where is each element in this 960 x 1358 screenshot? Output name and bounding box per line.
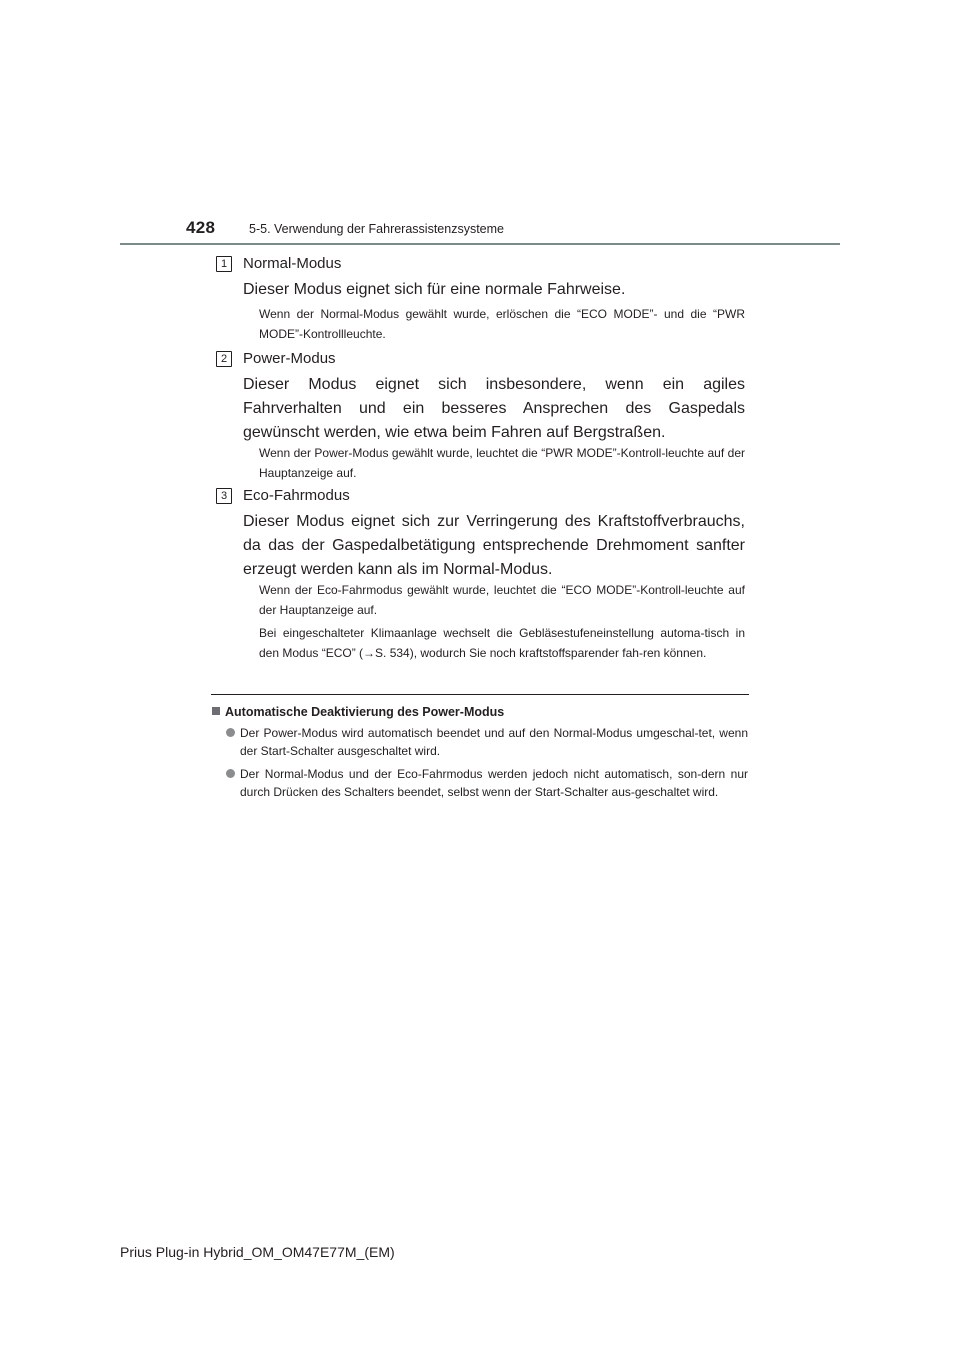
- item-badge-2: 2: [216, 351, 232, 367]
- list-item: [226, 765, 748, 801]
- info-section-heading: [212, 705, 504, 719]
- item-note-power: Wenn der Power-Modus gewählt wurde, leuchtet die “PWR MODE”-Kontroll-leuchte auf der Hauptanzeige auf.: [259, 446, 745, 480]
- list-item-text: Der Power-Modus wird automatisch beendet und auf den Normal-Modus umgeschal-tet, wenn der Start-Schalter ausgeschaltet wird.: [240, 726, 748, 758]
- item-body-power: Dieser Modus eignet sich insbesondere, wenn ein agiles Fahrverhalten und ein besseres Ansprechen des Gaspedals gewünscht werden, wie etwa beim Fahren auf Bergstraßen.: [243, 376, 745, 441]
- item-note-eco-1: Wenn der Eco-Fahrmodus gewählt wurde, leuchtet die “ECO MODE”-Kontroll-leuchte auf der Hauptanzeige auf.: [259, 583, 745, 617]
- item-title-power: Power-Modus: [243, 350, 336, 367]
- info-section-heading-text: Automatische Deaktivierung des Power-Modus: [225, 705, 505, 719]
- circle-bullet-icon: [226, 728, 235, 737]
- header-rule: [120, 243, 840, 245]
- breadcrumb: 5-5. Verwendung der Fahrerassistenzsysteme: [249, 222, 504, 236]
- footer-model: Prius Plug-in Hybrid_OM_OM47E77M_(EM): [120, 1244, 395, 1260]
- item-badge-3: 3: [216, 488, 232, 504]
- item-body-eco: Dieser Modus eignet sich zur Verringerung des Kraftstoffverbrauchs, da das der Gaspedalbetätigung entsprechende Drehmoment sanfter erzeugt werden kann als im Normal-Modus.: [243, 513, 745, 578]
- list-item-text: Der Normal-Modus und der Eco-Fahrmodus werden jedoch nicht automatisch, son-dern nur durch Drücken des Schalters beendet, selbst wenn der Start-Schalter aus-geschaltet wird.: [240, 767, 748, 799]
- item-body-normal: Dieser Modus eignet sich für eine normale Fahrweise.: [243, 281, 626, 298]
- item-title-eco: Eco-Fahrmodus: [243, 487, 350, 504]
- section-rule: [211, 694, 749, 695]
- item-note-normal: Wenn der Normal-Modus gewählt wurde, erlöschen die “ECO MODE”- und die “PWR MODE”-Kontrollleuchte.: [259, 307, 745, 341]
- list-item: [226, 724, 748, 760]
- item-title-normal: Normal-Modus: [243, 255, 342, 272]
- circle-bullet-icon: [226, 769, 235, 778]
- item-note-eco-2: Bei eingeschalteter Klimaanlage wechselt die Gebläsestufeneinstellung automa-tisch in den Modus “ECO” (→S. 534), wodurch Sie noch kraftstoffsparender fah-ren können.: [259, 626, 745, 660]
- square-bullet-icon: [212, 707, 220, 715]
- item-badge-1: 1: [216, 256, 232, 272]
- page-number: 428: [186, 218, 216, 237]
